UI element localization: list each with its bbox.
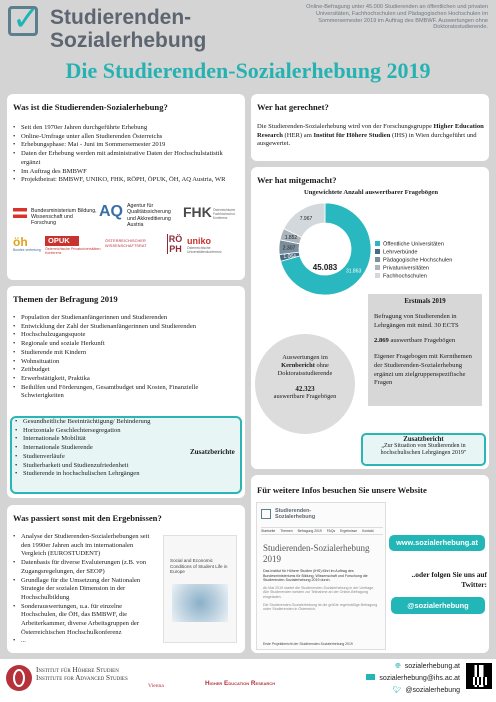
website-url-link[interactable]: www.sozialerhebung.at <box>389 535 485 551</box>
zusatzberichte-box <box>10 416 242 494</box>
what-heading: Was ist die Studierenden-Sozialerhebung? <box>13 102 168 112</box>
site-logo-line1: Studierenden- <box>275 508 312 514</box>
list-item: • Im Auftrag des BMBWF <box>13 168 241 177</box>
checkmark-icon: ✓ <box>12 0 41 39</box>
erstmals-count: 2.869 <box>374 337 389 345</box>
site-nav-item[interactable]: Befragung 2019 <box>297 529 322 533</box>
site-nav-item[interactable]: Ergebnisse <box>340 529 358 533</box>
list-item: • Regionale und soziale Herkunft <box>13 340 241 349</box>
list-item: • Studierende in hochschulischen Lehrgängen <box>15 470 185 479</box>
site-nav-item[interactable]: Startseite <box>261 529 276 533</box>
list-item: • Internationale Studierende <box>15 444 185 453</box>
legend-item <box>375 265 487 273</box>
site-nav-item[interactable]: Themen <box>280 529 293 533</box>
logo-title <box>50 6 206 52</box>
zusatz-title: Zusatzbericht <box>403 436 444 443</box>
list-item: • Beihilfen und Förderungen, Gesamtbudget und Kosten, Finanzielle Schwierigkeiten <box>13 384 241 401</box>
circle-text-kernbericht: Kernbericht <box>281 362 315 370</box>
circle-count-label: auswertbare Fragebögen <box>273 392 337 400</box>
list-item: • Internationale Mobilität <box>15 435 185 444</box>
erstmals-p2 <box>374 337 476 346</box>
logo-title-line1: Studierenden- <box>50 6 192 29</box>
site-page-title-line2: 2019 <box>263 554 281 564</box>
legend-swatch <box>375 257 380 262</box>
erstmals-box <box>368 294 482 406</box>
circle-text <box>255 354 355 379</box>
panel-results <box>7 505 245 653</box>
list-item: • Entwicklung der Zahl der Studienanfängerinnen und Studierenden <box>13 323 241 332</box>
legend-item <box>375 257 487 265</box>
uniko-logo <box>187 236 243 254</box>
calc-text-ihs: Institut für Höhere Studien <box>313 131 391 139</box>
footer <box>0 659 496 702</box>
site-nav-item[interactable]: Kontakt <box>362 529 374 533</box>
report-cover-title: Social and Economic Conditions of Student Life in Europe <box>170 558 228 575</box>
list-item: • Analyse der Studierenden-Sozialerhebungen seit den 1990er Jahren auch im internationalen Vergleich (EUROSTUDENT) <box>13 533 153 559</box>
kernbericht-circle <box>255 334 355 434</box>
list-item: • Studierende mit Kindern <box>13 349 241 358</box>
twitter-handle-link[interactable]: @sozialerhebung <box>391 597 485 614</box>
website-screenshot <box>256 502 386 650</box>
header-note: Online-Befragung unter 45.000 Studierenden an öffentlichen und privaten Universitäten, Fachhochschulen und Pädagogischen Hochschulen im Sommersemester 2019 im Auftrag des BMBWF. Auswertungen ohne Doktoratsstudierende. <box>306 4 488 31</box>
contact-web-row[interactable] <box>350 661 460 673</box>
list-item: • Erhebungsphase: Mai - Juni im Sommersemester 2019 <box>13 141 241 150</box>
globe-icon: 🌐︎ <box>395 663 401 670</box>
site-page-title <box>263 543 369 565</box>
list-item: • Daten der Erhebung werden mit administrative Daten der Hochschulstatistik ergänzt <box>13 150 241 167</box>
topics-list <box>13 314 241 401</box>
calc-heading: Wer hat gerechnet? <box>257 102 329 112</box>
site-nav <box>261 527 383 535</box>
ihs-logo-icon <box>6 665 32 691</box>
ihs-city: Vienna <box>148 683 164 689</box>
zusatzbericht-box <box>361 433 486 466</box>
results-list <box>13 533 153 646</box>
circle-text-a: Auswertungen im <box>282 354 328 361</box>
opuk-letters: OPUK <box>45 236 79 246</box>
twitter-icon: 🐦︎ <box>392 687 402 694</box>
donut-value-label: 7.967 <box>299 216 313 223</box>
panel-who-calculated <box>251 94 489 161</box>
site-para: Die Studierenden-Sozialerhebung ist die größte regelmäßige Befragung unter Studierenden in Österreich. <box>263 602 378 612</box>
list-item: • Gesundheitliche Beeinträchtigung/ Behinderung <box>15 418 185 427</box>
calc-text <box>257 123 485 149</box>
panel-what-is <box>7 94 245 280</box>
wr-logo: ÖSTERREICHISCHER WISSENSCHAFTSRAT <box>105 239 147 248</box>
mail-icon <box>366 674 375 680</box>
donut-value-label: 2.307 <box>282 245 296 252</box>
site-para: Das Institut für Höhere Studien (IHS) führt im Auftrag des Bundesministeriums für Bildung, Wissenschaft und Forschung die Studierenden-Sozialerhebung 2019 durch. <box>263 569 368 583</box>
list-item: • Seit den 1970er Jahren durchgeführte Erhebung <box>13 124 241 133</box>
calc-text-her: Higher Education Research <box>257 123 484 139</box>
list-item: • Hochschulzugangsquote <box>13 331 241 340</box>
twitter-prompt: ..oder folgen Sie uns auf Twitter: <box>411 570 487 589</box>
list-item: • Studierbarkeit und Studienzufriedenheit <box>15 462 185 471</box>
erstmals-count-label: auswertbare Fragebögen <box>388 337 456 345</box>
donut-value-label: 1.064 <box>283 253 296 260</box>
logo-title-line2: Sozialerhebung <box>50 29 207 52</box>
site-logo-line2: Sozialerhebung <box>275 514 316 520</box>
list-item: • Wohnsituation <box>13 358 241 367</box>
fhk-text: Österreichische Fachhochschul-Konferenz <box>213 208 236 220</box>
list-item: • Grundlage für die Umsetzung der Nationalen Strategie der sozialen Dimension in der Hochschulbildung <box>13 577 153 603</box>
legend-swatch <box>375 273 380 278</box>
contact-web: sozialerhebung.at <box>404 663 460 670</box>
topics-heading: Themen der Befragung 2019 <box>13 294 118 304</box>
legend-label: Öffentliche Universitäten <box>383 241 444 248</box>
web-heading: Für weitere Infos besuchen Sie unsere Website <box>257 485 427 495</box>
site-nav-item[interactable]: FAQs <box>326 529 336 533</box>
chart-legend <box>375 241 487 281</box>
list-item: • Erwerbstätigkeit, Praktika <box>13 375 241 384</box>
ihs-name-de: Institut für Höhere Studien <box>36 666 119 674</box>
contact-block <box>350 661 460 697</box>
who-heading: Wer hat mitgemacht? <box>257 175 337 185</box>
erstmals-title: Erstmals 2019 <box>404 298 446 305</box>
fhk-letters: FHK <box>183 204 212 220</box>
donut-value-label: 1.852 <box>284 235 298 242</box>
circle-count: 42.323 <box>295 384 315 393</box>
zusatz-text: „Zur Situation von Studierenden in hochschulischen Lehrgängen 2019" <box>380 443 467 457</box>
her-label: Higher Education Research <box>205 680 276 687</box>
contact-twitter: @sozialerhebung <box>405 687 460 694</box>
list-item: • Sonderauswertungen, u.a. für einzelne Hochschulen, die ÖH, das BMBWF, die Arbeiterkammer, diverse Arbeitsgruppen der Österreichischen Hochschulkonferenz <box>13 603 153 638</box>
uniko-text: Österreichische Universitätenkonferenz <box>187 246 222 254</box>
list-item: • Horizontale Geschlechtersegregation <box>15 427 185 436</box>
legend-label: Fachhochschulen <box>383 273 427 280</box>
aq-letters: AQ <box>99 203 123 220</box>
what-list <box>13 124 241 185</box>
donut-value-label: 31.863 <box>345 268 362 275</box>
ihs-name <box>36 666 128 683</box>
legend-label: Privatuniversitäten <box>383 265 430 272</box>
erstmals-p3: Eigener Fragebogen mit Kernthemen der Studierenden-Sozialerhebung ergänzt um zielgruppenspezifische Fragen <box>374 353 472 387</box>
site-para: Ab Mai 2019 startet die Studierenden-Sozialerhebung in der Umfrage. Alle Studierenden werden zur Teilnahme an der Online-Befragung eingeladen. <box>263 585 375 599</box>
calc-text-a: Die Studierenden-Sozialerhebung wird von der Forschungsgruppe <box>257 123 434 130</box>
panel-topics <box>7 286 245 498</box>
roeph-logo: RÖ PH <box>168 234 183 254</box>
site-page-body <box>263 569 381 612</box>
panel-website <box>251 475 489 653</box>
contact-mail-row[interactable] <box>350 673 460 685</box>
oeh-logo <box>13 236 45 252</box>
list-item: • Online-Umfrage unter allen Studierenden Österreichs <box>13 133 241 142</box>
legend-item <box>375 241 487 249</box>
list-item: • Datenbasis für diverse Evaluierungen (z.B. von Zugangsregelungen, der SEOP) <box>13 559 153 576</box>
legend-item <box>375 273 487 281</box>
legend-swatch <box>375 241 380 246</box>
circle-text-c: ohne Doktoratsstudierende <box>277 362 333 378</box>
site-page-title-line1: Studierenden-Sozialerhebung <box>263 543 370 553</box>
site-logo-text <box>275 508 315 520</box>
legend-swatch <box>375 249 380 254</box>
legend-label: Lehrverbünde <box>383 249 418 256</box>
list-item: • Population der Studienanfängerinnen und Studierenden <box>13 314 241 323</box>
chart-title: Ungewichtete Anzahl auswertbarer Fragebögen <box>304 189 438 196</box>
oeh-letters: öh <box>13 235 28 249</box>
site-footer-text: Erste Projektbericht der Studierenden-Sozialerhebung 2019 <box>263 642 353 646</box>
legend-label: Pädagogische Hochschulen <box>383 257 453 264</box>
opuk-text: Österreichische Privatuniversitäten Konferenz <box>45 247 101 256</box>
list-item: • Zeitbudget <box>13 366 241 375</box>
aq-text: Agentur für Qualitätssicherung und Akkreditierung Austria <box>127 203 171 229</box>
bmbwf-text: Bundesministerium Bildung, Wissenschaft und Forschung <box>31 208 97 227</box>
site-logo-box <box>261 509 271 519</box>
panel-participants <box>251 167 489 469</box>
report-cover-image <box>163 535 237 643</box>
erstmals-p1: Befragung von Studierenden in Lehrgängen mit mind. 30 ECTS <box>374 313 459 329</box>
opuk-logo <box>45 236 101 255</box>
calc-text-e: (IHS) in Wien durchgeführt und ausgewertet. <box>257 131 477 148</box>
legend-swatch <box>375 265 380 270</box>
list-item: • Studienverläufe <box>15 453 185 462</box>
contact-mail: sozialerhebung@ihs.ac.at <box>379 675 460 682</box>
results-heading: Was passiert sonst mit den Ergebnissen? <box>13 513 162 523</box>
oeh-text: Bundes vertretung <box>13 248 41 252</box>
page-title: Die Studierenden-Sozialerhebung 2019 <box>65 58 431 83</box>
list-item: • ... <box>13 637 153 646</box>
extra-topics-list <box>15 418 185 479</box>
contact-twitter-row[interactable] <box>350 685 460 697</box>
map-graphic <box>172 584 228 622</box>
uniko-letters: uniko <box>187 236 211 246</box>
qr-code-icon[interactable] <box>466 663 492 689</box>
calc-text-c: (HER) am <box>282 131 314 139</box>
zusatzberichte-label: Zusatzberichte <box>190 448 235 456</box>
donut-center-label: 45.083 <box>312 263 338 272</box>
donut-chart <box>277 201 373 297</box>
list-item: • Projektbeirat: BMBWF, UNIKO, FHK, RÖPH, ÖPUK, ÖH, AQ Austria, WR <box>13 176 241 185</box>
ihs-name-en: Institute for Advanced Studies <box>36 674 128 683</box>
legend-item <box>375 249 487 257</box>
